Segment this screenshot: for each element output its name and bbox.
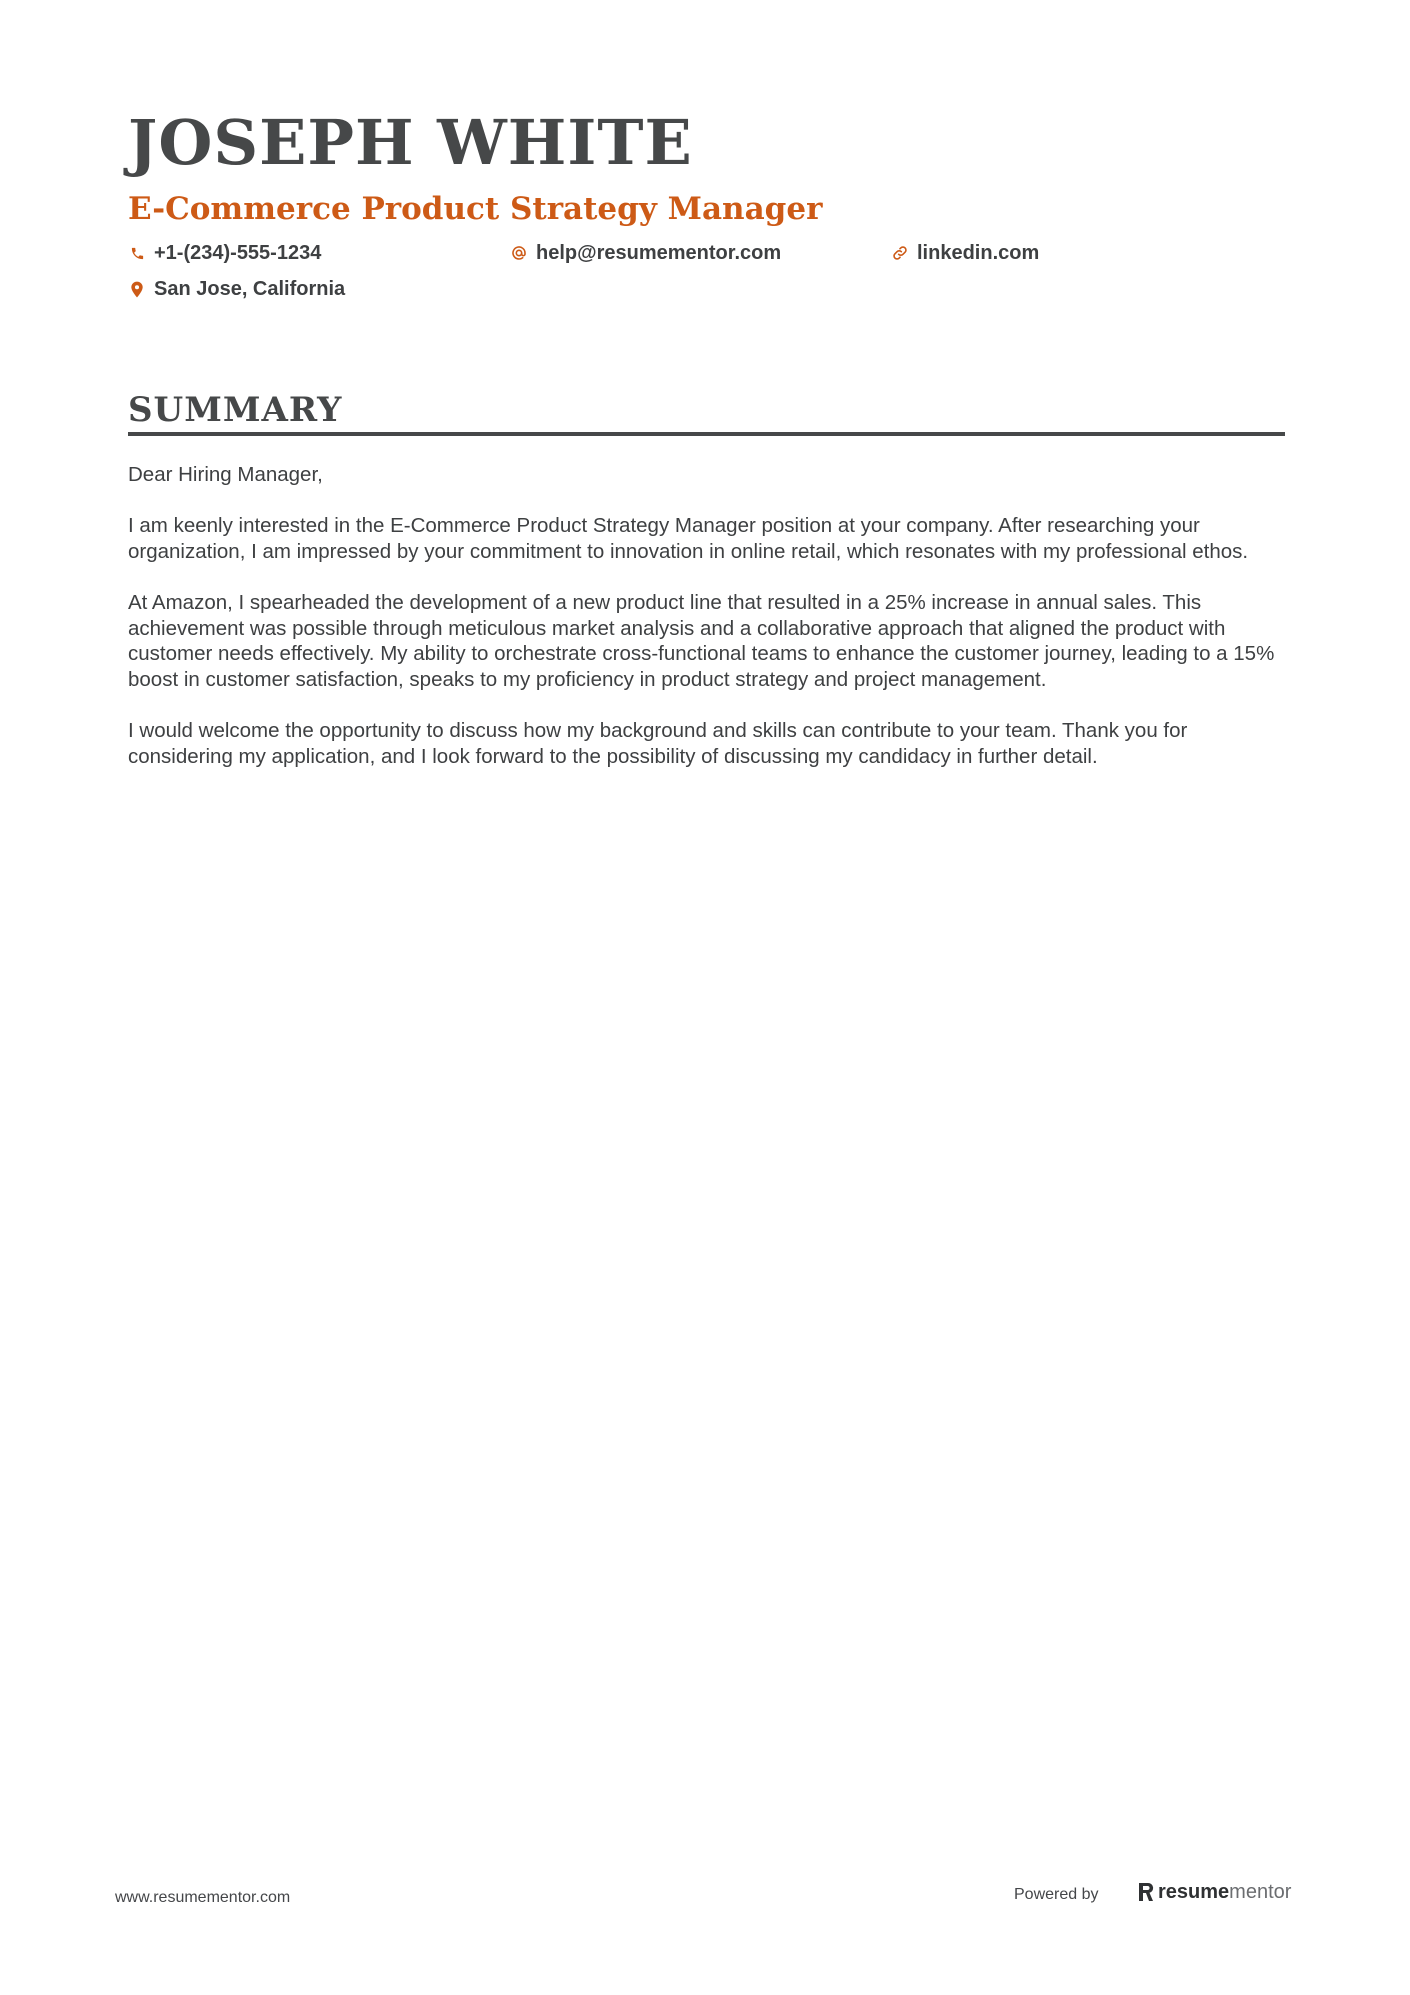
logo-mark-icon <box>1138 1882 1154 1902</box>
letter-paragraph: At Amazon, I spearheaded the development of a new product line that resulted in a 25% increase in annual sales. This achievement was possible through meticulous market analysis and a collaborative approach that aligned the product with customer needs effectively. My ability to orchestrate cross-functional teams to enhance the customer journey, leading to a 15% boost in customer satisfaction, speaks to my proficiency in product strategy and project management. <box>128 590 1275 691</box>
contact-location <box>128 279 345 299</box>
link-icon <box>891 244 909 262</box>
contact-email <box>510 243 781 263</box>
letter-paragraph: I am keenly interested in the E-Commerce Product Strategy Manager position at your company. After researching your organization, I am impressed by your commitment to innovation in online retail, which resonates with my professional ethos. <box>128 514 1249 563</box>
contact-phone <box>128 243 321 263</box>
summary-heading: SUMMARY <box>128 390 343 430</box>
section-divider <box>128 432 1285 436</box>
powered-by-label: Powered by <box>1014 1886 1099 1903</box>
map-pin-icon <box>128 280 146 298</box>
salutation: Dear Hiring Manager, <box>128 463 323 486</box>
candidate-name: JOSEPH WHITE <box>128 106 693 179</box>
phone-text: +1-(234)-555-1234 <box>154 242 322 264</box>
location-text: San Jose, California <box>154 278 346 300</box>
brand-resume: resume <box>1158 1881 1230 1903</box>
footer-website: www.resumementor.com <box>115 1889 291 1906</box>
cover-letter-body <box>128 462 1288 795</box>
email-text: help@resumementor.com <box>536 242 782 264</box>
resumementor-logo <box>1138 1882 1291 1902</box>
job-title: E-Commerce Product Strategy Manager <box>128 191 823 227</box>
brand-mentor: mentor <box>1229 1881 1292 1903</box>
at-icon <box>510 244 528 262</box>
letter-paragraph: I would welcome the opportunity to discuss how my background and skills can contribute to your team. Thank you for considering my application, and I look forward to the possibility of discussing my candidacy in further detail. <box>128 718 1188 768</box>
linkedin-text: linkedin.com <box>917 242 1040 264</box>
phone-icon <box>128 244 146 262</box>
contact-linkedin <box>891 243 1039 263</box>
